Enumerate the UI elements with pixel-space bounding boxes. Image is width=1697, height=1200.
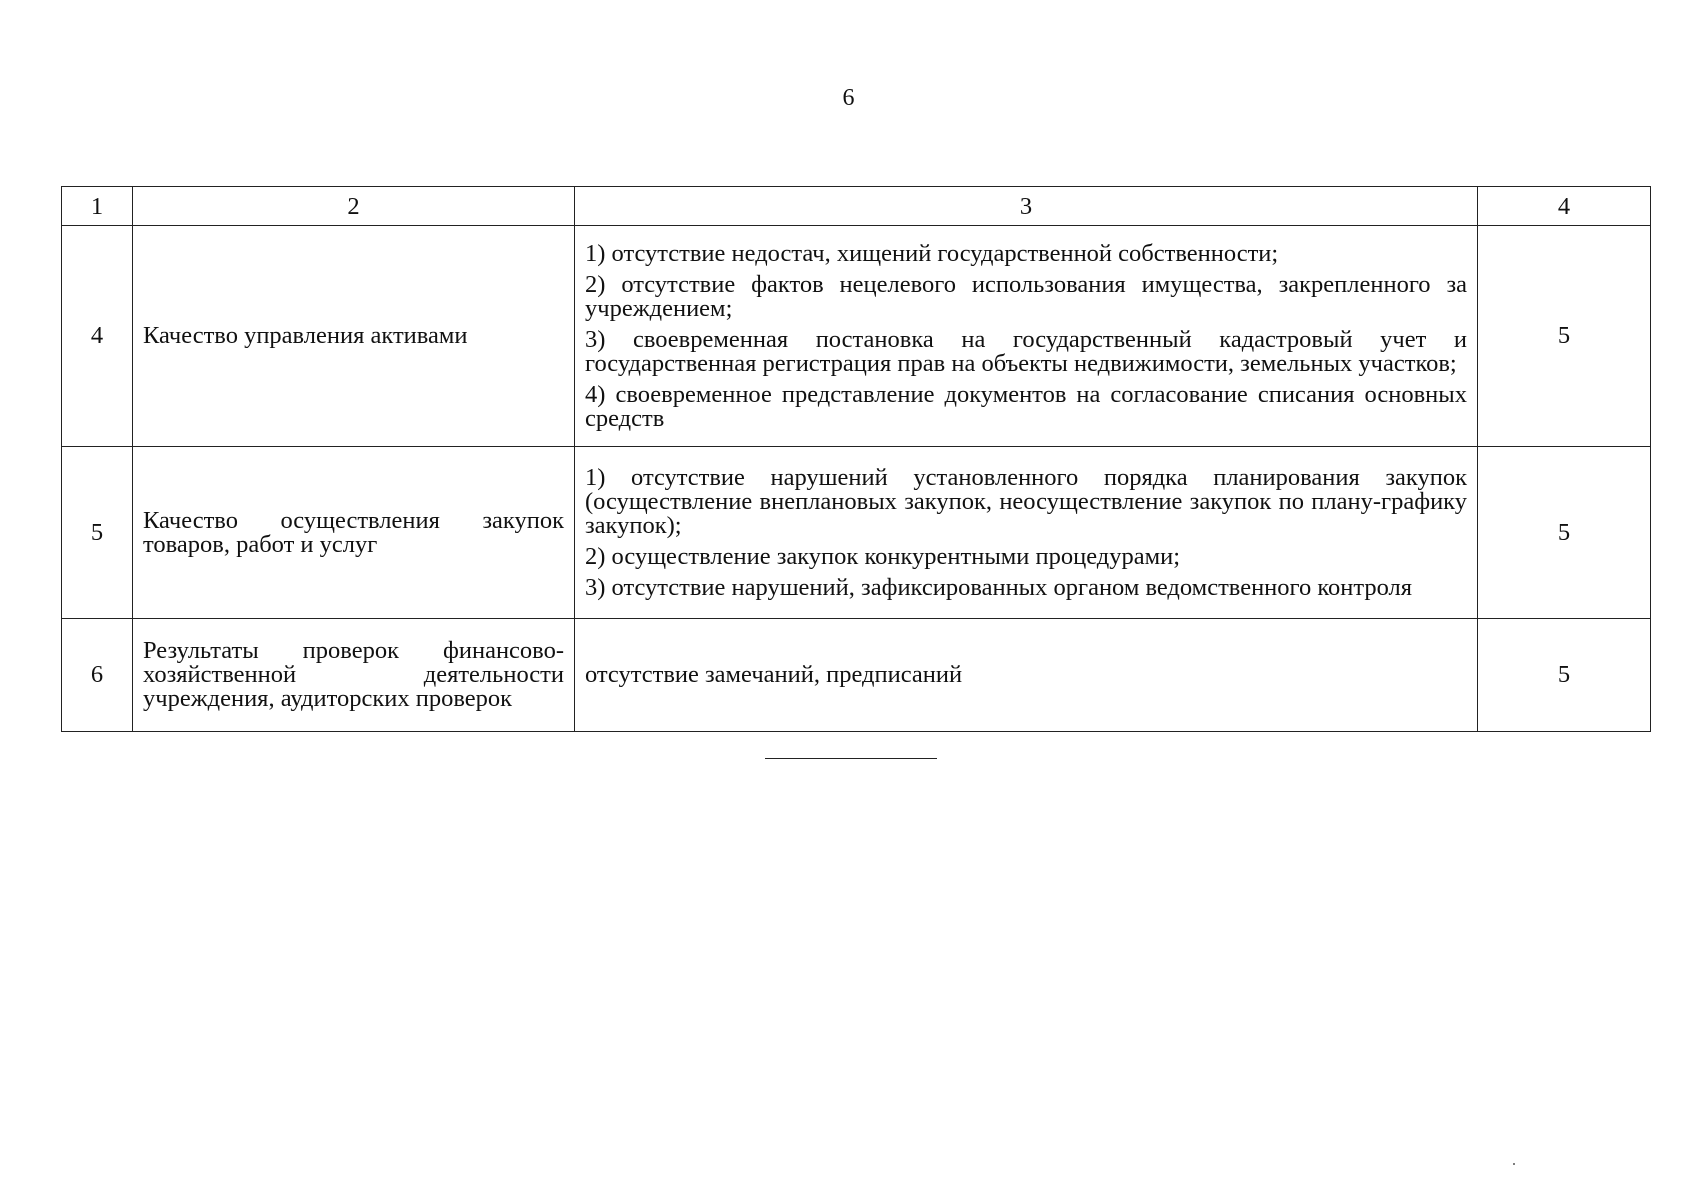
criterion-conditions [575, 447, 1478, 619]
column-header-1: 1 [62, 187, 133, 226]
condition-item: 3) отсутствие нарушений, зафиксированных органом ведомственного контроля [585, 573, 1413, 601]
criterion-score: 5 [1478, 226, 1651, 447]
table-row [62, 619, 1651, 732]
condition-item: 1) отсутствие недостач, хищений государственной собственности; [585, 239, 1279, 267]
condition-item: 2) осуществление закупок конкурентными процедурами; [585, 542, 1181, 570]
criterion-conditions: отсутствие замечаний, предписаний [575, 619, 1478, 732]
column-header-3: 3 [575, 187, 1478, 226]
condition-item: 3) своевременная постановка на государственный кадастровый учет и государственная регистрация прав на объекты недвижимости, земельных участков; [585, 325, 1467, 377]
criterion-name: Качество управления активами [133, 226, 575, 447]
criterion-name: Качество осуществления закупок товаров, работ и услуг [133, 447, 575, 619]
table-row [62, 226, 1651, 447]
criteria-table [61, 186, 1651, 732]
criterion-score: 5 [1478, 619, 1651, 732]
end-of-document-rule [765, 758, 937, 759]
scan-speck [1513, 1163, 1515, 1165]
row-number: 4 [62, 226, 133, 447]
page-number: 6 [842, 85, 855, 111]
column-header-2: 2 [133, 187, 575, 226]
table-header-row [62, 187, 1651, 226]
condition-item: 1) отсутствие нарушений установленного порядка планирования закупок (осуществление внеплановых закупок, неосуществление закупок по плану-графику закупок); [585, 463, 1467, 539]
criterion-conditions [575, 226, 1478, 447]
table-row [62, 447, 1651, 619]
column-header-4: 4 [1478, 187, 1651, 226]
criterion-score: 5 [1478, 447, 1651, 619]
row-number: 6 [62, 619, 133, 732]
condition-item: 4) своевременное представление документов на согласование списания основных средств [585, 380, 1467, 432]
condition-item: 2) отсутствие фактов нецелевого использования имущества, закрепленного за учреждением; [585, 270, 1467, 322]
criterion-name: Результаты проверок финансово-хозяйственной деятельности учреждения, аудиторских проверок [133, 619, 575, 732]
row-number: 5 [62, 447, 133, 619]
